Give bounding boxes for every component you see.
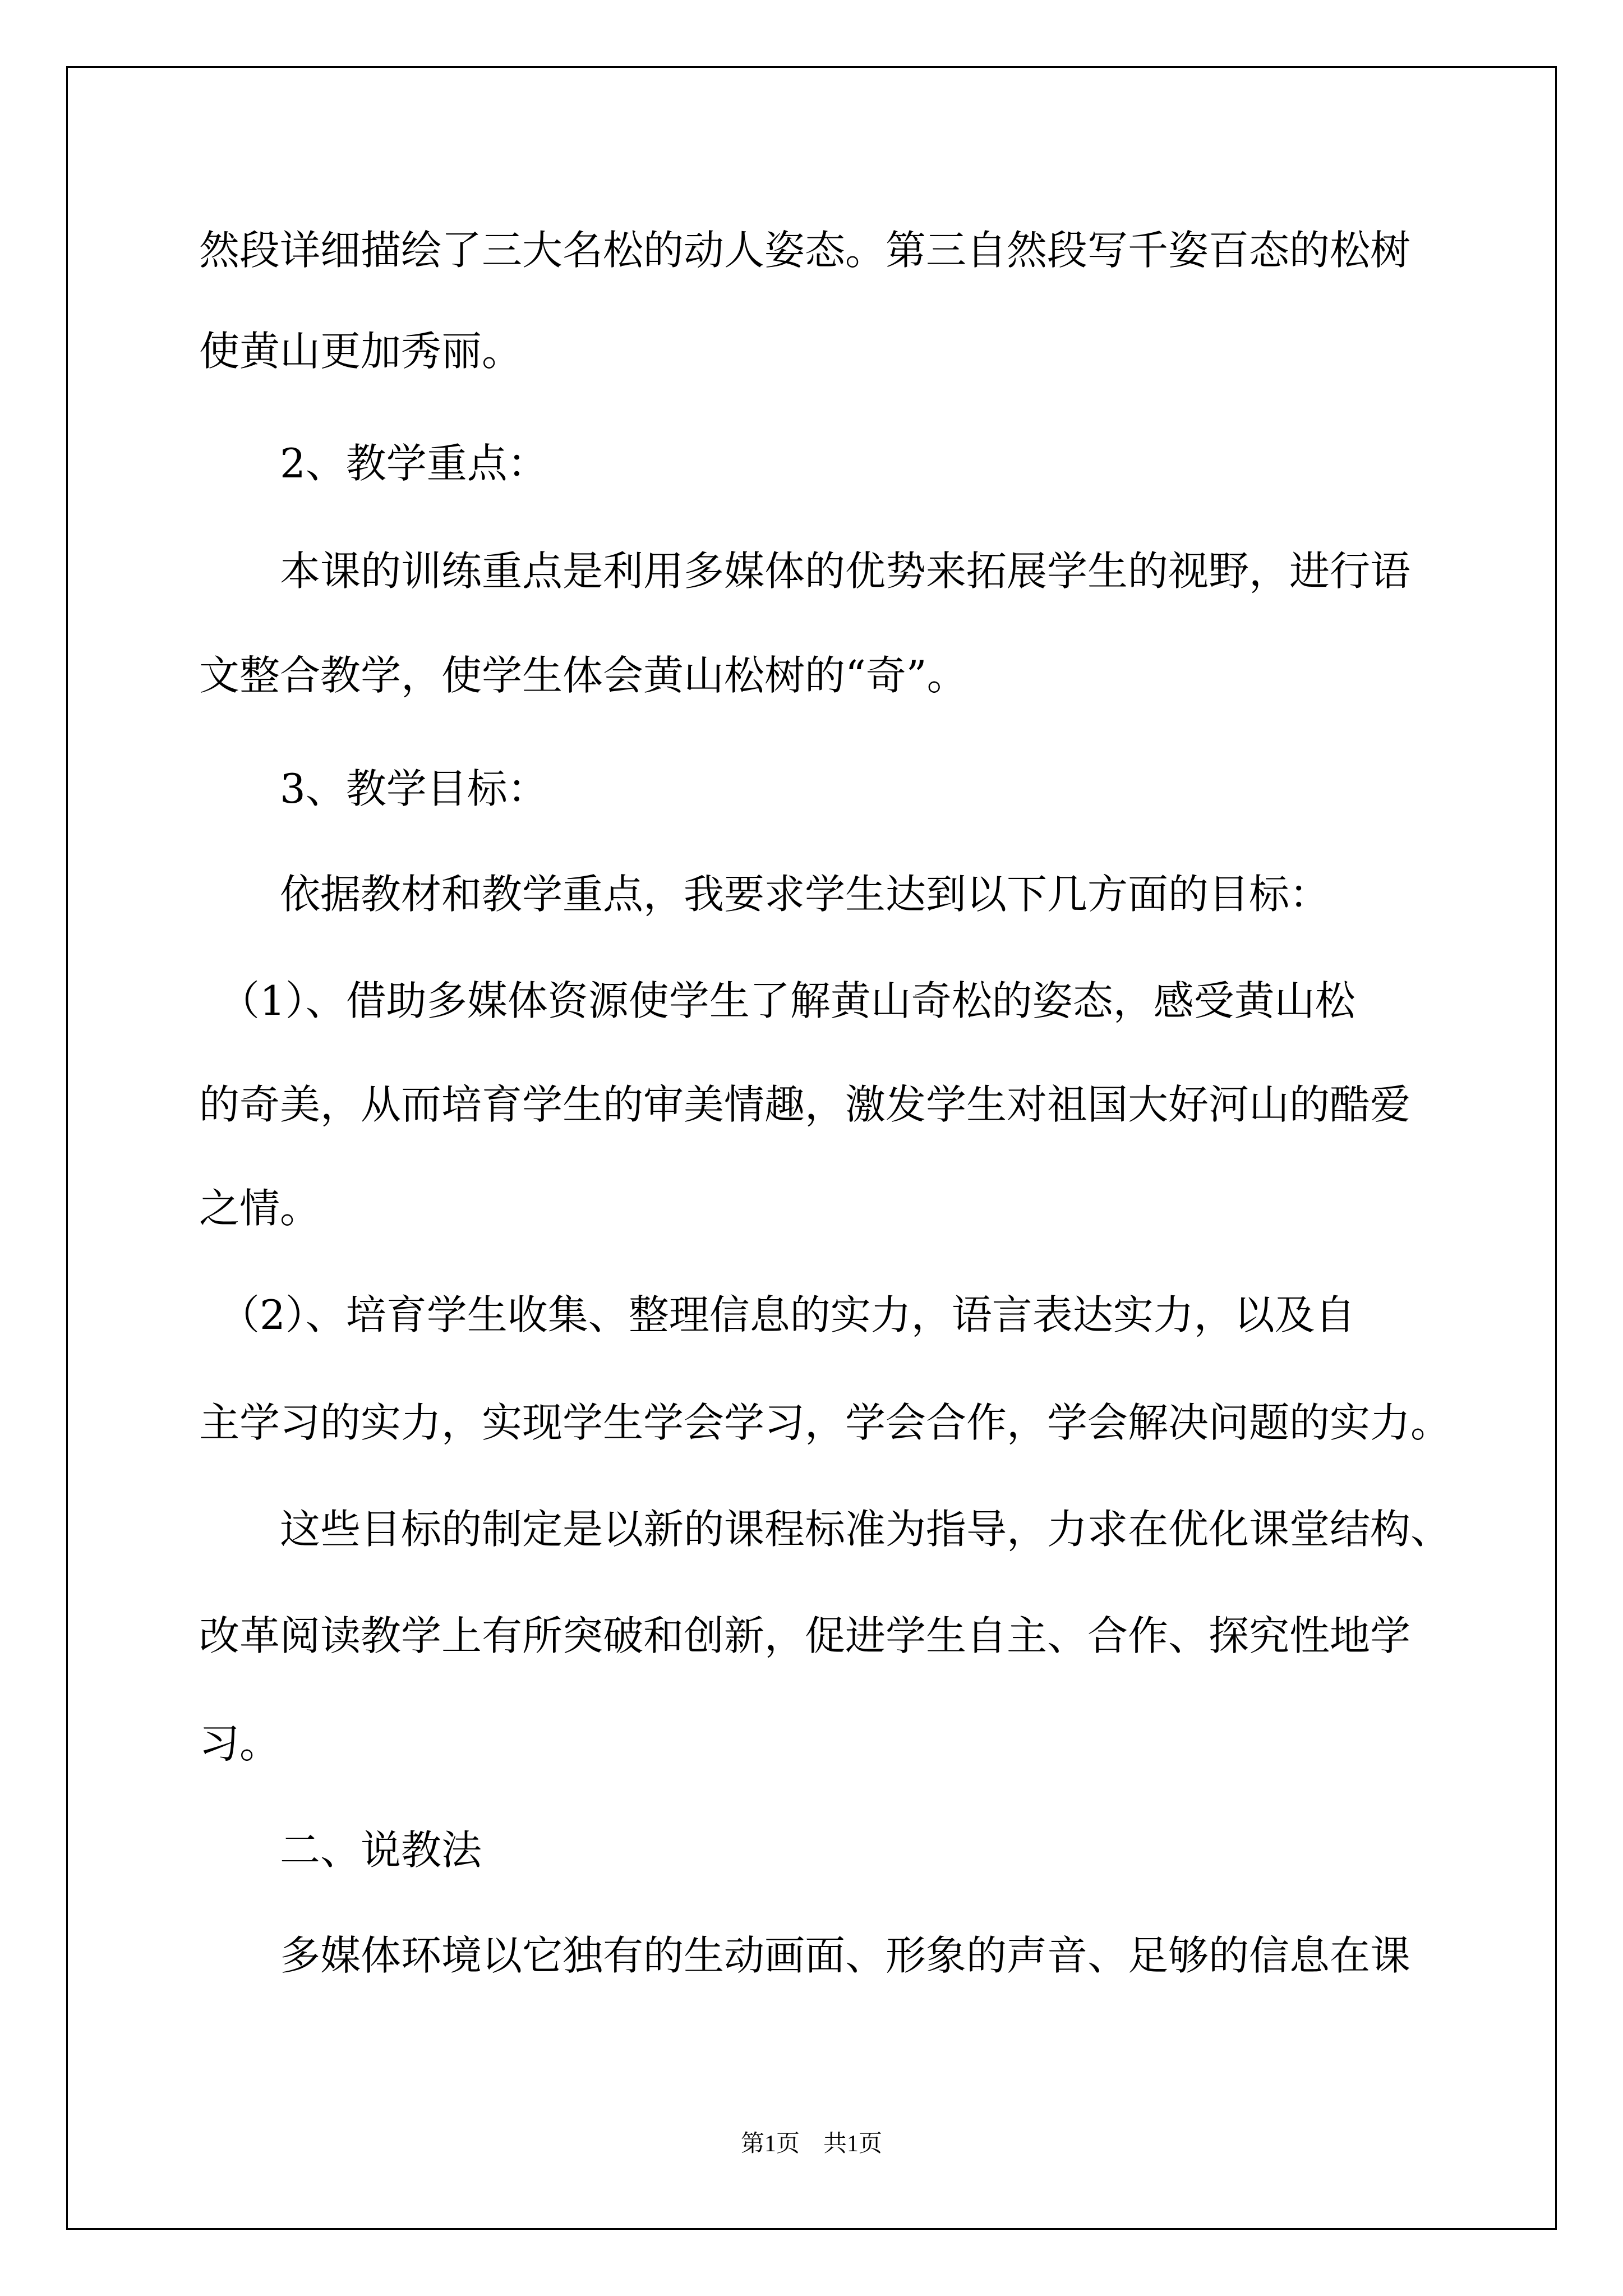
section-heading-teaching-focus: 2、教学重点： bbox=[199, 440, 548, 487]
text-line-11: （2）、培育学生收集、整理信息的实力，语言表达实力，以及自 bbox=[199, 1291, 1355, 1338]
text-line-7: 依据教材和教学重点，我要求学生达到以下几方面的目标： bbox=[199, 871, 1330, 918]
text-line-10: 之情。 bbox=[199, 1185, 321, 1232]
section-heading-teaching-goals: 3、教学目标： bbox=[199, 765, 548, 812]
text-line-15: 习。 bbox=[199, 1720, 280, 1767]
text-line-1: 然段详细描绘了三大名松的动人姿态。第三自然段写千姿百态的松树 bbox=[199, 227, 1411, 274]
text-line-17: 多媒体环境以它独有的生动画面、形象的声音、足够的信息在课 bbox=[199, 1932, 1411, 1979]
text-line-8: （1）、借助多媒体资源使学生了解黄山奇松的姿态，感受黄山松 bbox=[199, 977, 1355, 1024]
text-line-9: 的奇美，从而培育学生的审美情趣，激发学生对祖国大好河山的酷爱 bbox=[199, 1081, 1411, 1128]
page-border bbox=[66, 66, 1557, 2230]
page-footer: 第1页 共1页 bbox=[740, 2131, 882, 2157]
text-line-14: 改革阅读教学上有所突破和创新，促进学生自主、合作、探究性地学 bbox=[199, 1612, 1411, 1659]
section-heading-teaching-method: 二、说教法 bbox=[199, 1826, 482, 1874]
text-line-2: 使黄山更加秀丽。 bbox=[199, 328, 523, 375]
text-line-12: 主学习的实力，实现学生学会学习，学会合作，学会解决问题的实力。 bbox=[199, 1399, 1451, 1446]
text-line-13: 这些目标的制定是以新的课程标准为指导，力求在优化课堂结构、 bbox=[199, 1506, 1451, 1553]
text-line-5: 文整合教学，使学生体会黄山松树的“奇”。 bbox=[199, 652, 967, 699]
text-line-4: 本课的训练重点是利用多媒体的优势来拓展学生的视野，进行语 bbox=[199, 547, 1411, 595]
